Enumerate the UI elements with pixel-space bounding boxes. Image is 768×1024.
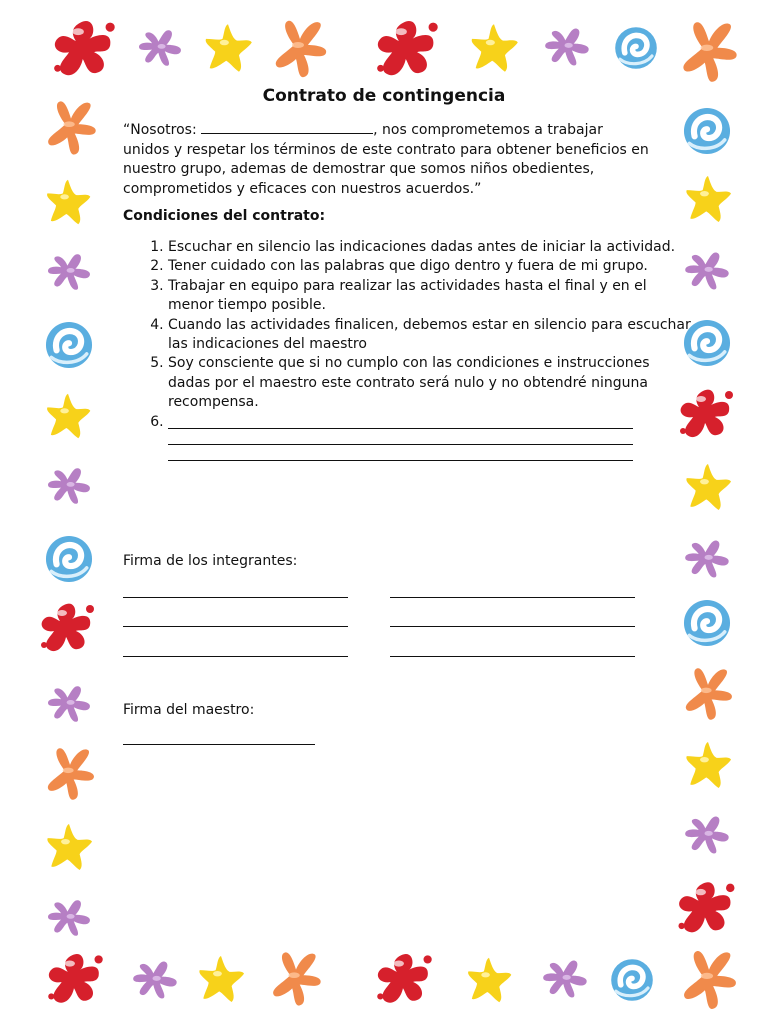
intro-paragraph — [123, 120, 653, 199]
condition-item: 2. Tener cuidado con las palabras que digo dentro y fuera de mi grupo. — [168, 257, 696, 276]
conditions-heading: Condiciones del contrato: — [123, 208, 326, 224]
teacher-signature-line[interactable] — [123, 744, 315, 745]
condition-item-blank[interactable] — [168, 413, 696, 461]
members-signature-label: Firma de los integrantes: — [123, 553, 298, 569]
intro-start: “Nosotros: — [123, 122, 202, 138]
blank-line[interactable] — [168, 413, 633, 429]
conditions-list — [127, 238, 696, 461]
member-signature-line[interactable] — [390, 597, 635, 598]
member-signature-line[interactable] — [390, 626, 635, 627]
page-title: Contrato de contingencia — [262, 86, 506, 106]
member-signature-line[interactable] — [123, 656, 348, 657]
intro-rest: , nos comprometemos a trabajar unidos y respetar los términos de este contrato para obtener beneficios en nuestro grupo, ademas de demostrar que somos niños obedientes, comprometidos y eficaces con nuestros acuerdos.” — [123, 122, 649, 197]
member-signature-line[interactable] — [390, 656, 635, 657]
blank-line[interactable] — [168, 429, 633, 445]
blank-line[interactable] — [168, 445, 633, 461]
condition-item: 5. Soy consciente que si no cumplo con las condiciones e instrucciones dadas por el maestro este contrato será nulo y no obtendré ninguna recompensa. — [168, 354, 696, 412]
group-name-blank[interactable] — [201, 120, 373, 134]
member-signature-line[interactable] — [123, 626, 348, 627]
condition-item: 3. Trabajar en equipo para realizar las actividades hasta el final y en el menor tiempo posible. — [168, 277, 696, 316]
condition-item: 1. Escuchar en silencio las indicaciones dadas antes de iniciar la actividad. — [168, 238, 696, 257]
member-signature-line[interactable] — [123, 597, 348, 598]
teacher-signature-label: Firma del maestro: — [123, 702, 255, 718]
condition-item: 4. Cuando las actividades finalicen, debemos estar en silencio para escuchar las indicaciones del maestro — [168, 316, 696, 355]
